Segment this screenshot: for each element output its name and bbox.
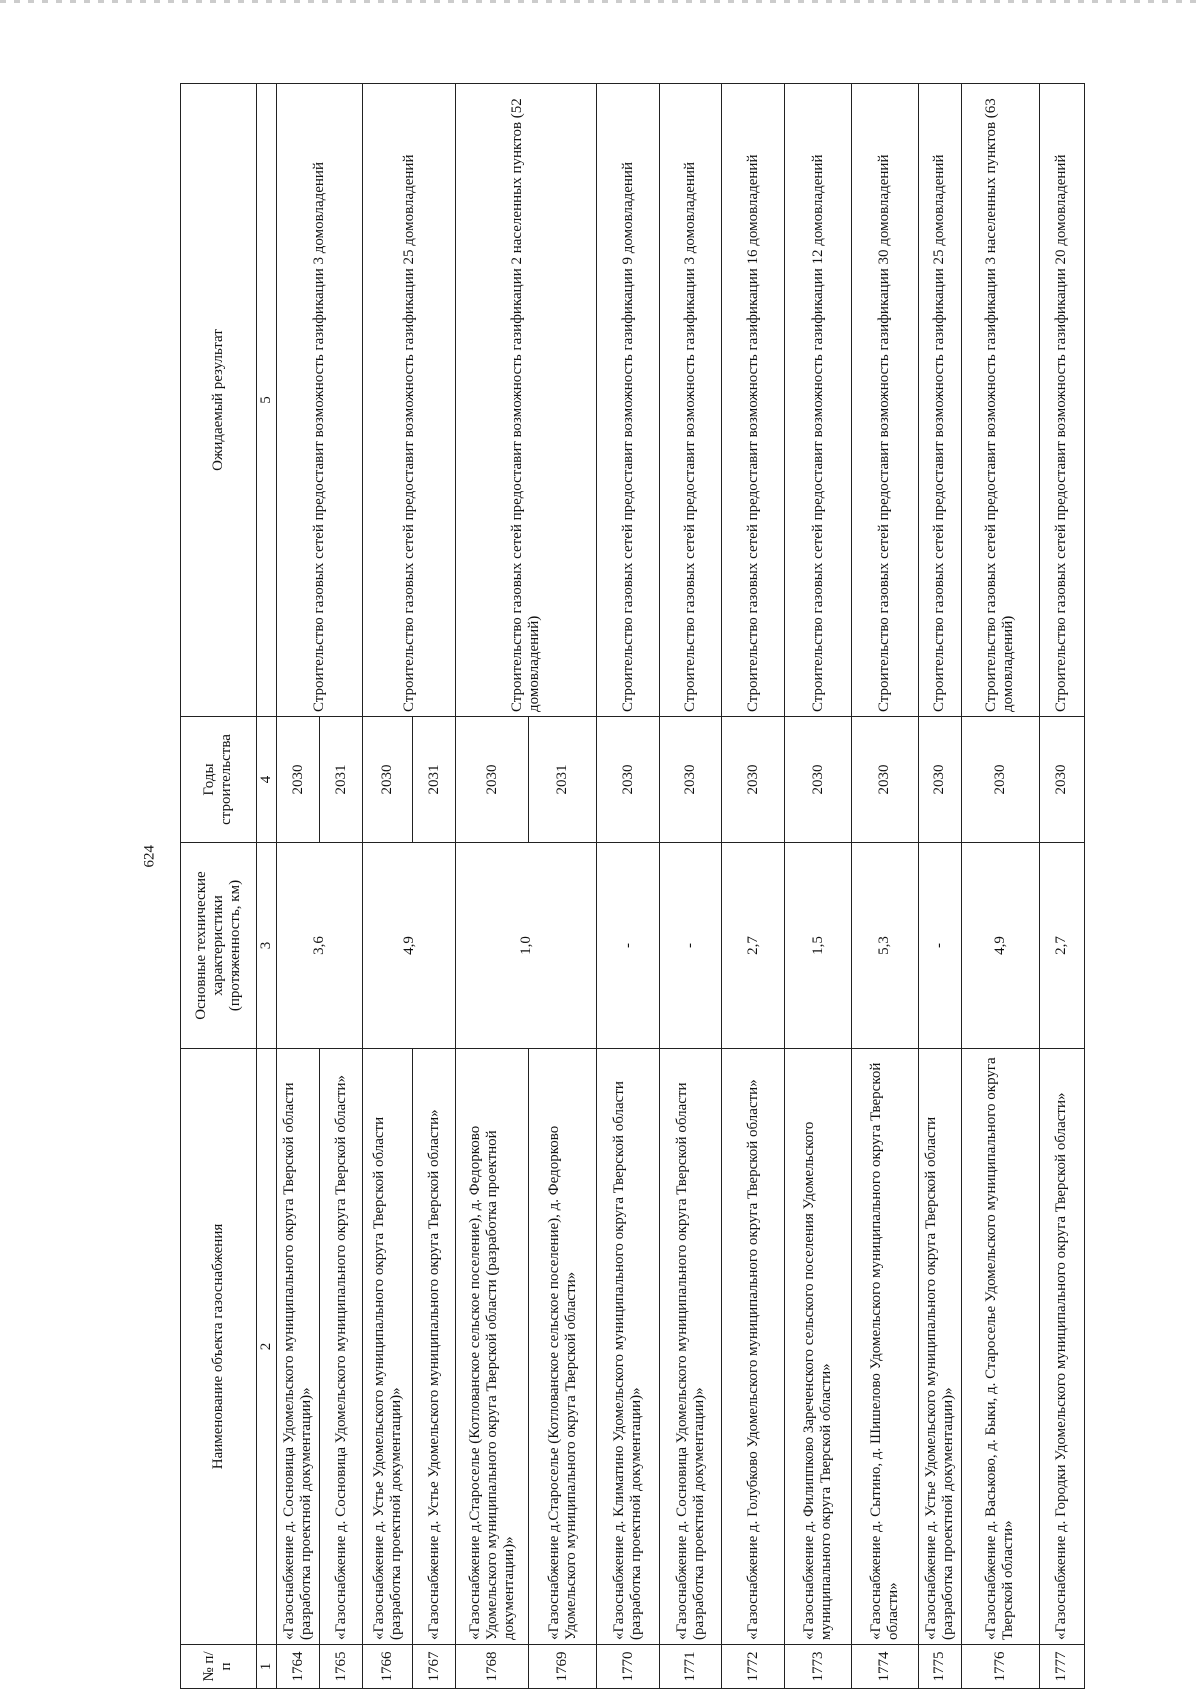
length-km: 1,5 xyxy=(785,843,852,1049)
row-number: 1774 xyxy=(851,1645,918,1689)
gas-supply-table xyxy=(180,83,1085,1689)
length-km: 4,9 xyxy=(961,843,1039,1049)
expected-result: Строительство газовых сетей предоставит возможность газификации 9 домовладений xyxy=(597,84,660,717)
column-number: 5 xyxy=(256,84,276,717)
object-name: «Газоснабжение д. Филиппково Зареченского сельского поселения Удомельского муниципального округа Тверской области» xyxy=(785,1049,852,1645)
length-km: 5,3 xyxy=(851,843,918,1049)
table-row xyxy=(961,84,1039,1689)
construction-year: 2031 xyxy=(529,717,597,843)
header-years: Годы строительства xyxy=(181,717,257,843)
table-row xyxy=(918,84,961,1689)
row-number: 1767 xyxy=(412,1645,455,1689)
length-km: 4,9 xyxy=(363,843,456,1049)
column-number: 3 xyxy=(256,843,276,1049)
column-number: 2 xyxy=(256,1049,276,1645)
header-result: Ожидаемый результат xyxy=(181,84,257,717)
expected-result: Строительство газовых сетей предоставит возможность газификации 12 домовладений xyxy=(785,84,852,717)
object-name: «Газоснабжение д.Староселье (Котлованское сельское поселение), д. Федорково Удомельского муниципального округа Тверской области (разработка проектной документации)» xyxy=(456,1049,529,1645)
table-row xyxy=(1039,84,1084,1689)
construction-year: 2030 xyxy=(456,717,529,843)
expected-result: Строительство газовых сетей предоставит возможность газификации 3 домовладений xyxy=(276,84,362,717)
object-name: «Газоснабжение д. Сытино, д. Шишелово Удомельского муниципального округа Тверской области» xyxy=(851,1049,918,1645)
object-name: «Газоснабжение д.Староселье (Котлованское сельское поселение), д. Федорково Удомельского муниципального округа Тверской области» xyxy=(529,1049,597,1645)
expected-result: Строительство газовых сетей предоставит возможность газификации 30 домовладений xyxy=(851,84,918,717)
column-number: 4 xyxy=(256,717,276,843)
construction-year: 2030 xyxy=(851,717,918,843)
construction-year: 2030 xyxy=(918,717,961,843)
table-row xyxy=(363,84,413,1689)
object-name: «Газоснабжение д. Устье Удомельского муниципального округа Тверской области (разработка проектной документации)» xyxy=(363,1049,413,1645)
rotated-table-container xyxy=(180,84,1085,1689)
expected-result: Строительство газовых сетей предоставит возможность газификации 2 населенных пунктов (52 домовладений) xyxy=(456,84,597,717)
length-km: - xyxy=(918,843,961,1049)
expected-result: Строительство газовых сетей предоставит возможность газификации 3 домовладений xyxy=(659,84,722,717)
row-number: 1764 xyxy=(276,1645,319,1689)
expected-result: Строительство газовых сетей предоставит возможность газификации 3 населенных пунктов (63 домовладений) xyxy=(961,84,1039,717)
row-number: 1777 xyxy=(1039,1645,1084,1689)
object-name: «Газоснабжение д. Устье Удомельского муниципального округа Тверской области» xyxy=(412,1049,455,1645)
object-name: «Газоснабжение д. Сосновица Удомельского муниципального округа Тверской области (разработка проектной документации)» xyxy=(276,1049,319,1645)
construction-year: 2030 xyxy=(659,717,722,843)
object-name: «Газоснабжение д. Устье Удомельского муниципального округа Тверской области (разработка проектной документации)» xyxy=(918,1049,961,1645)
row-number: 1769 xyxy=(529,1645,597,1689)
construction-year: 2030 xyxy=(363,717,413,843)
construction-year: 2031 xyxy=(320,717,363,843)
scan-edge xyxy=(0,0,1200,3)
table-row xyxy=(659,84,722,1689)
length-km: 2,7 xyxy=(722,843,785,1049)
row-number: 1772 xyxy=(722,1645,785,1689)
header-num: № п/п xyxy=(181,1645,257,1689)
length-km: - xyxy=(659,843,722,1049)
construction-year: 2030 xyxy=(276,717,319,843)
expected-result: Строительство газовых сетей предоставит возможность газификации 16 домовладений xyxy=(722,84,785,717)
row-number: 1766 xyxy=(363,1645,413,1689)
table-row xyxy=(722,84,785,1689)
row-number: 1773 xyxy=(785,1645,852,1689)
length-km: 2,7 xyxy=(1039,843,1084,1049)
expected-result: Строительство газовых сетей предоставит возможность газификации 25 домовладений xyxy=(918,84,961,717)
object-name: «Газоснабжение д. Городки Удомельского муниципального округа Тверской области» xyxy=(1039,1049,1084,1645)
row-number: 1770 xyxy=(597,1645,660,1689)
row-number: 1765 xyxy=(320,1645,363,1689)
table-row xyxy=(785,84,852,1689)
table-row xyxy=(456,84,529,1689)
length-km: 1,0 xyxy=(456,843,597,1049)
object-name: «Газоснабжение д. Голубково Удомельского муниципального округа Тверской области» xyxy=(722,1049,785,1645)
header-specs: Основные технические характеристики (протяженность, км) xyxy=(181,843,257,1049)
construction-year: 2031 xyxy=(412,717,455,843)
expected-result: Строительство газовых сетей предоставит возможность газификации 25 домовладений xyxy=(363,84,456,717)
object-name: «Газоснабжение д. Сосновица Удомельского муниципального округа Тверской области (разработка проектной документации)» xyxy=(659,1049,722,1645)
page-number: 624 xyxy=(141,845,158,868)
row-number: 1775 xyxy=(918,1645,961,1689)
length-km: - xyxy=(597,843,660,1049)
header-row xyxy=(181,84,257,1689)
row-number: 1776 xyxy=(961,1645,1039,1689)
column-number: 1 xyxy=(256,1645,276,1689)
row-number: 1771 xyxy=(659,1645,722,1689)
object-name: «Газоснабжение д. Сосновица Удомельского муниципального округа Тверской области» xyxy=(320,1049,363,1645)
table-row xyxy=(851,84,918,1689)
construction-year: 2030 xyxy=(722,717,785,843)
construction-year: 2030 xyxy=(1039,717,1084,843)
construction-year: 2030 xyxy=(597,717,660,843)
table-row xyxy=(276,84,319,1689)
table-row xyxy=(597,84,660,1689)
object-name: «Газоснабжение д. Васьково, д. Быки, д. Староселье Удомельского муниципального округа Тверской области» xyxy=(961,1049,1039,1645)
length-km: 3,6 xyxy=(276,843,362,1049)
construction-year: 2030 xyxy=(961,717,1039,843)
header-name: Наименование объекта газоснабжения xyxy=(181,1049,257,1645)
column-number-row xyxy=(256,84,276,1689)
object-name: «Газоснабжение д. Климатино Удомельского муниципального округа Тверской области (разработка проектной документации)» xyxy=(597,1049,660,1645)
construction-year: 2030 xyxy=(785,717,852,843)
row-number: 1768 xyxy=(456,1645,529,1689)
expected-result: Строительство газовых сетей предоставит возможность газификации 20 домовладений xyxy=(1039,84,1084,717)
